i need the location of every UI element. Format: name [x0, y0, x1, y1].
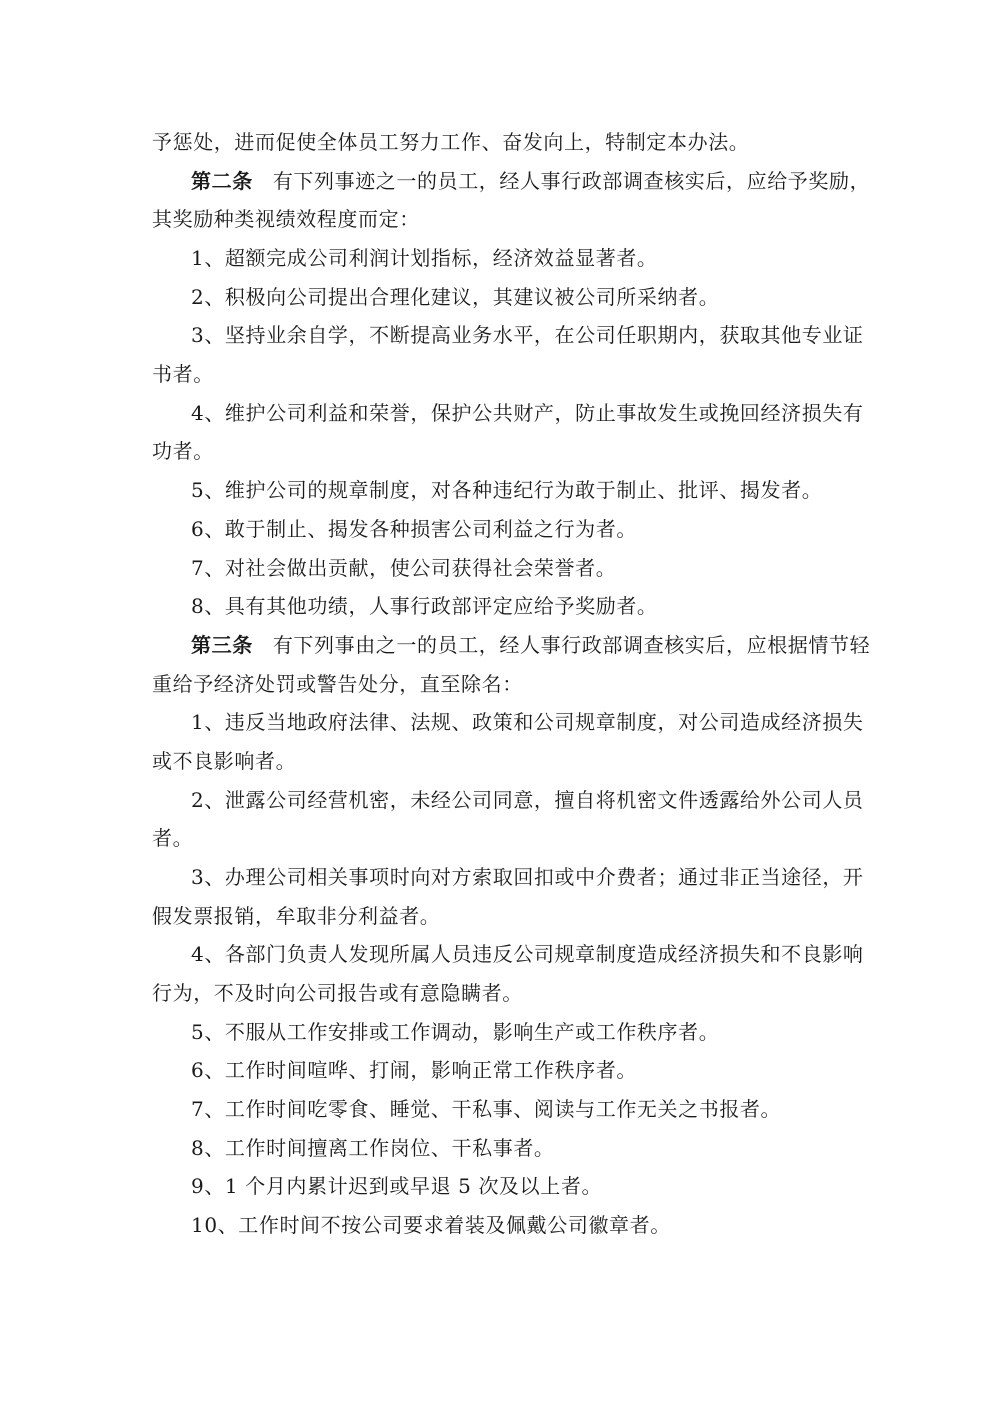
list-item-continuation: 功者。 — [152, 439, 214, 463]
list-item-continuation: 行为，不及时向公司报告或有意隐瞒者。 — [152, 981, 523, 1005]
list-item: 9、1 个月内累计迟到或早退 5 次及以上者。 — [191, 1174, 603, 1198]
list-item: 1、违反当地政府法律、法规、政策和公司规章制度，对公司造成经济损失 — [191, 710, 864, 734]
list-item-continuation: 或不良影响者。 — [152, 749, 297, 773]
article-heading: 第三条 — [191, 633, 253, 657]
article-heading: 第二条 — [191, 169, 253, 193]
list-item: 2、泄露公司经营机密，未经公司同意，擅自将机密文件透露给外公司人员 — [191, 788, 864, 812]
list-item: 3、办理公司相关事项时向对方索取回扣或中介费者；通过非正当途径，开 — [191, 865, 864, 889]
list-item: 7、工作时间吃零食、睡觉、干私事、阅读与工作无关之书报者。 — [191, 1097, 782, 1121]
list-item: 1、超额完成公司利润计划指标，经济效益显著者。 — [191, 246, 658, 270]
list-item: 5、维护公司的规章制度，对各种违纪行为敢于制止、批评、揭发者。 — [191, 478, 823, 502]
list-item: 8、工作时间擅离工作岗位、干私事者。 — [191, 1136, 555, 1160]
list-item: 4、各部门负责人发现所属人员违反公司规章制度造成经济损失和不良影响 — [191, 942, 864, 966]
paragraph-line: 其奖励种类视绩效程度而定： — [152, 207, 420, 231]
article-text: 有下列事迹之一的员工，经人事行政部调查核实后，应给予奖励， — [272, 169, 871, 193]
article-text: 有下列事由之一的员工，经人事行政部调查核实后，应根据情节轻 — [272, 633, 871, 657]
list-item: 6、工作时间喧哗、打闹，影响正常工作秩序者。 — [191, 1058, 637, 1082]
list-item: 7、对社会做出贡献，使公司获得社会荣誉者。 — [191, 556, 617, 580]
list-item: 4、维护公司利益和荣誉，保护公共财产，防止事故发生或挽回经济损失有 — [191, 401, 864, 425]
list-item: 5、不服从工作安排或工作调动，影响生产或工作秩序者。 — [191, 1020, 720, 1044]
list-item: 2、积极向公司提出合理化建议，其建议被公司所采纳者。 — [191, 285, 720, 309]
paragraph-line: 予惩处，进而促使全体员工努力工作、奋发向上，特制定本办法。 — [152, 130, 750, 154]
list-item-continuation: 假发票报销，牟取非分利益者。 — [152, 904, 441, 928]
article-3-line — [191, 631, 891, 659]
article-2-line — [191, 167, 891, 195]
list-item-continuation: 书者。 — [152, 362, 214, 386]
list-item: 3、坚持业余自学，不断提高业务水平，在公司任职期内，获取其他专业证 — [191, 323, 864, 347]
list-item: 8、具有其他功绩，人事行政部评定应给予奖励者。 — [191, 594, 658, 618]
list-item: 10、工作时间不按公司要求着装及佩戴公司徽章者。 — [191, 1213, 671, 1237]
list-item-continuation: 者。 — [152, 826, 194, 850]
list-item: 6、敢于制止、揭发各种损害公司利益之行为者。 — [191, 517, 637, 541]
paragraph-line: 重给予经济处罚或警告处分，直至除名： — [152, 672, 523, 696]
